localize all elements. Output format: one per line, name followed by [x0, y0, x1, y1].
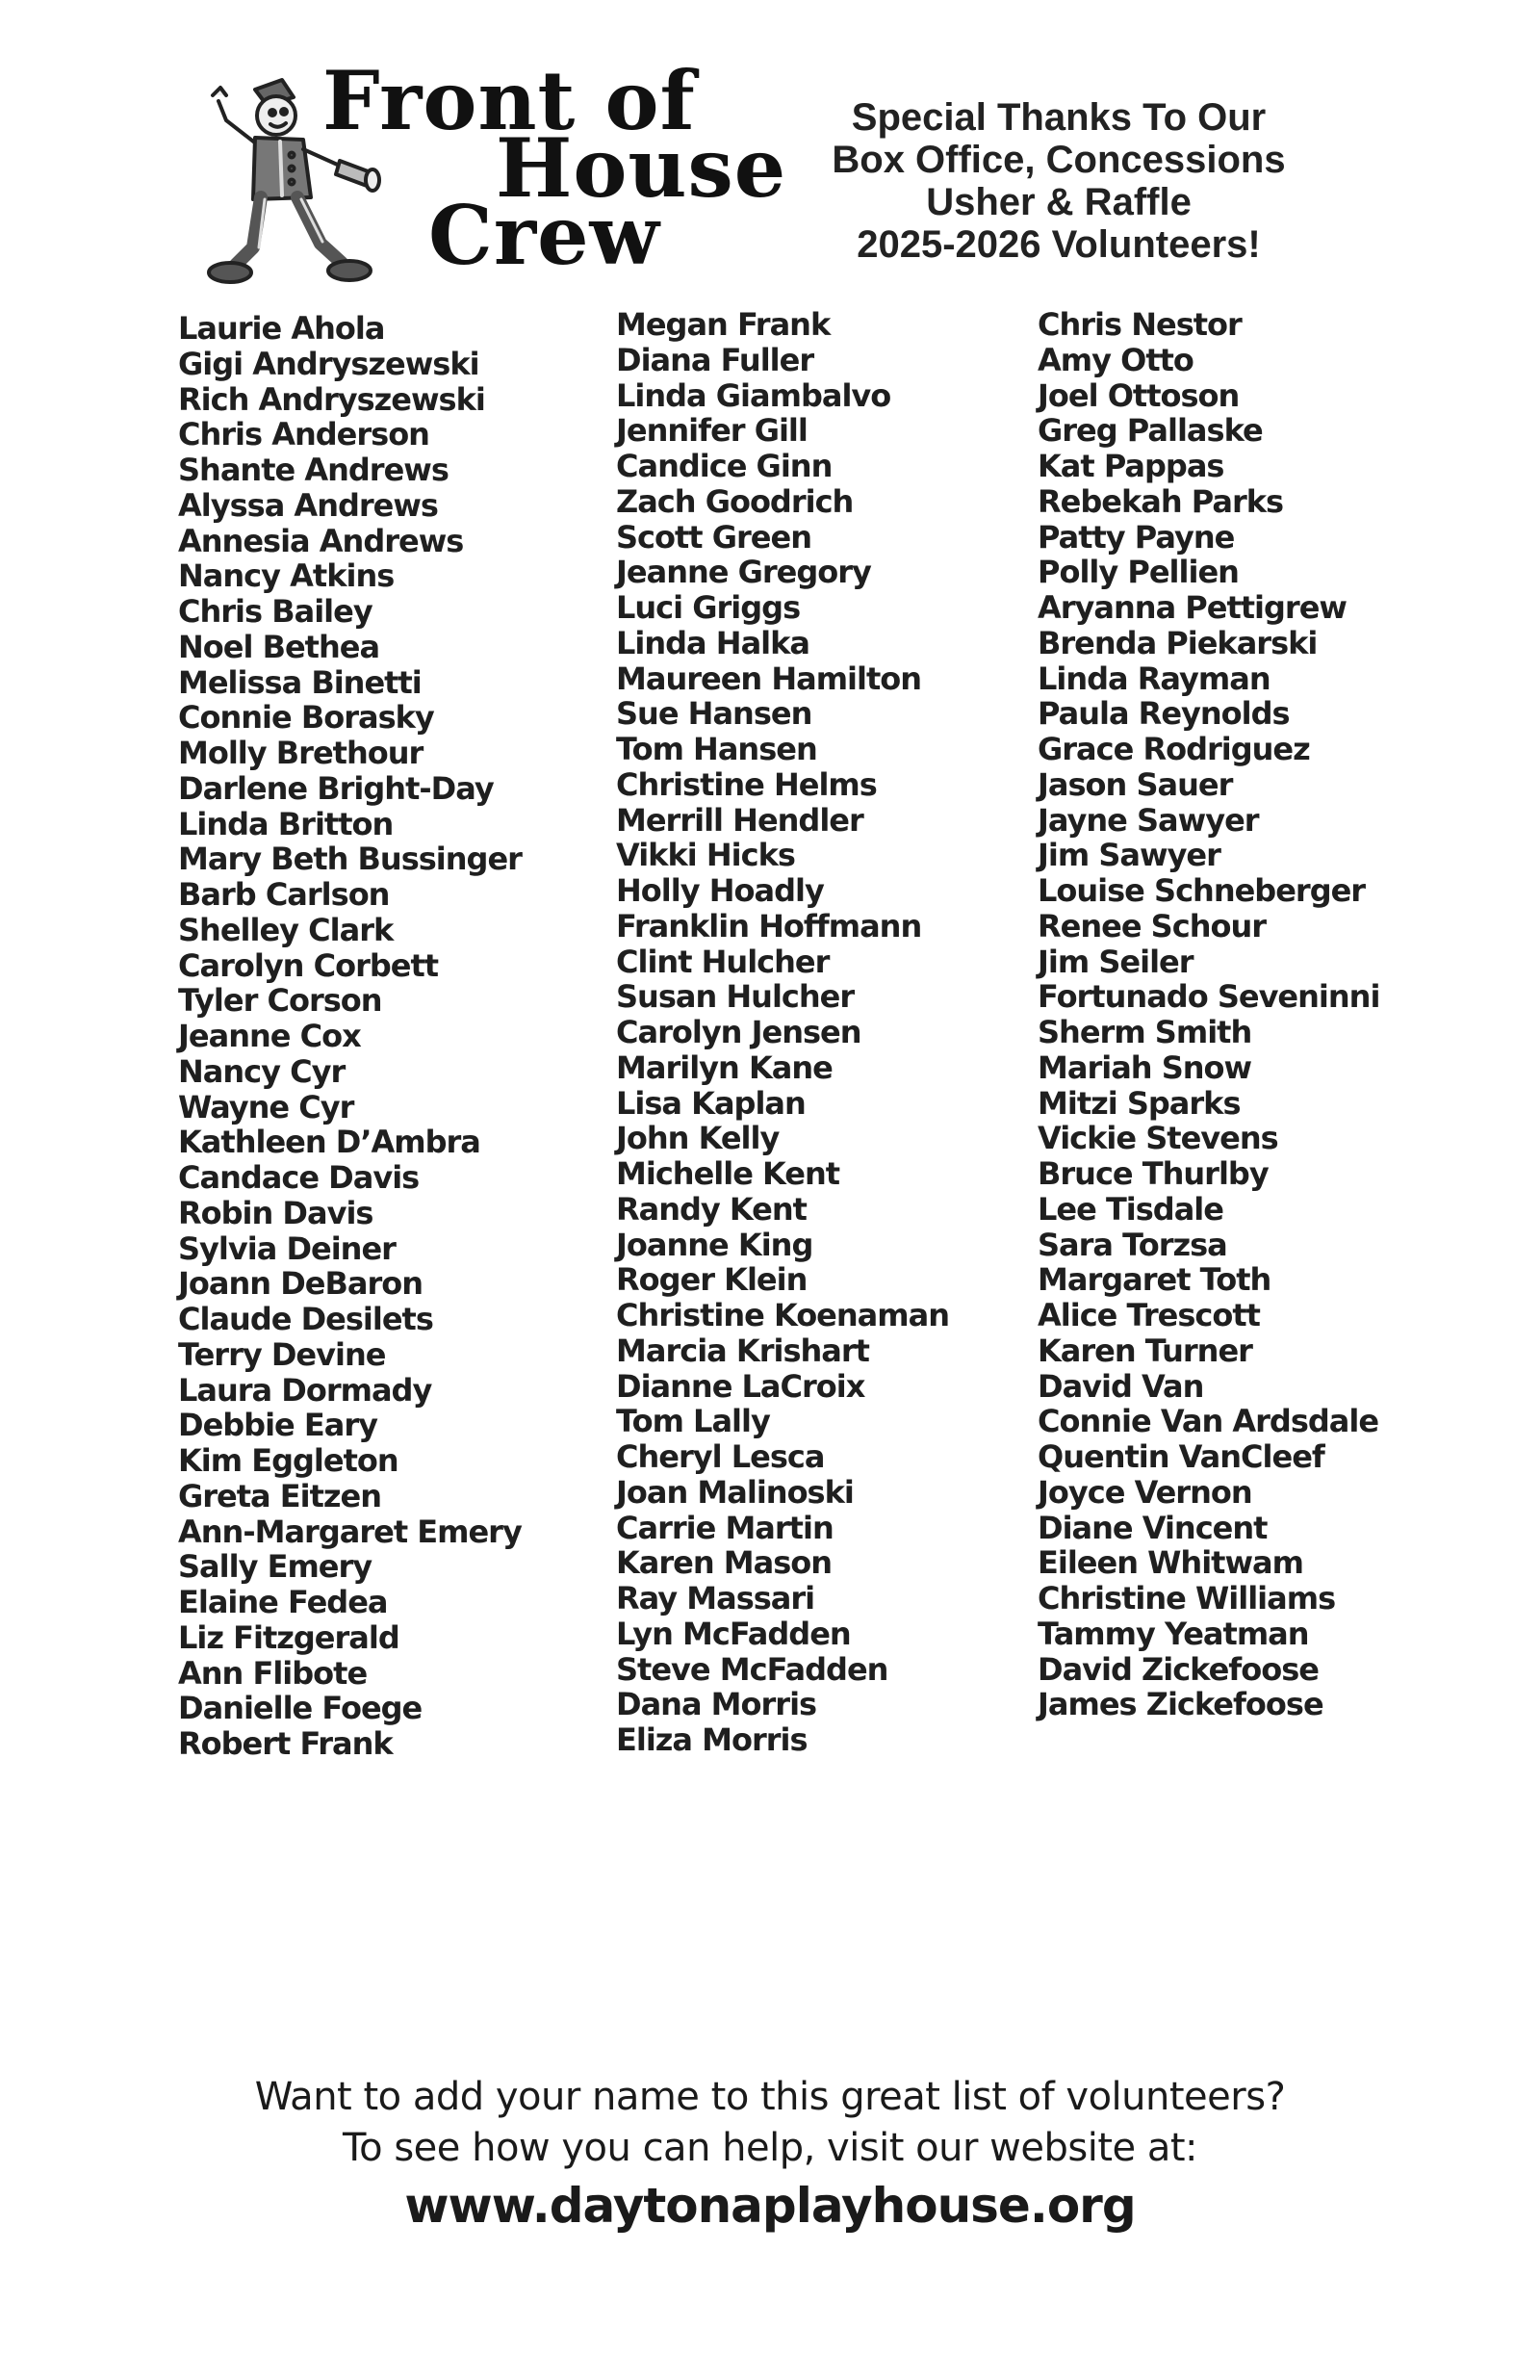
volunteer-name: Rich Andryszewski: [178, 380, 485, 418]
volunteer-name: Holly Hoadly: [616, 872, 824, 909]
volunteer-name: Tammy Yeatman: [1038, 1615, 1309, 1652]
volunteer-name: Dana Morris: [616, 1686, 817, 1723]
volunteer-name: Terry Devine: [178, 1335, 386, 1373]
volunteer-name: Joann DeBaron: [178, 1265, 423, 1303]
volunteer-name: Mitzi Sparks: [1038, 1084, 1241, 1122]
volunteer-name: Annesia Andrews: [178, 522, 464, 559]
volunteer-name: Mariah Snow: [1038, 1048, 1252, 1086]
logo-line-1: Front of: [322, 53, 696, 148]
volunteer-name: Marilyn Kane: [616, 1048, 833, 1086]
volunteer-name: Roger Klein: [616, 1261, 808, 1299]
volunteer-name: Carolyn Corbett: [178, 946, 439, 984]
volunteer-name: James Zickefoose: [1038, 1686, 1323, 1723]
website-link[interactable]: www.daytonaplayhouse.org: [404, 2178, 1136, 2234]
volunteer-name: Polly Pellien: [1038, 554, 1239, 591]
volunteer-name: Christine Koenaman: [616, 1297, 949, 1333]
volunteer-column-2: [616, 307, 949, 1758]
volunteer-name: Elaine Fedea: [178, 1584, 388, 1620]
volunteer-name: Noel Bethea: [178, 628, 380, 665]
volunteer-name: Dianne LaCroix: [616, 1367, 865, 1405]
volunteer-name: Mary Beth Bussinger: [178, 841, 522, 878]
volunteer-name: Susan Hulcher: [616, 978, 855, 1016]
footer-line-1: Want to add your name to this great list of volunteers?: [254, 2075, 1286, 2119]
volunteer-name: Marcia Krishart: [616, 1332, 869, 1369]
volunteer-name: Karen Mason: [616, 1544, 833, 1582]
volunteer-name: Chris Anderson: [178, 416, 429, 453]
volunteer-name: David Van: [1038, 1367, 1204, 1405]
volunteer-name: Candace Davis: [178, 1159, 420, 1196]
thanks-line-3: Usher & Raffle: [926, 181, 1192, 223]
volunteer-name: Fortunado Seveninni: [1038, 978, 1380, 1016]
volunteer-name: Jim Sawyer: [1038, 837, 1220, 874]
volunteer-name: Luci Griggs: [616, 589, 801, 626]
volunteer-name: Tom Hansen: [616, 731, 817, 767]
volunteer-name: Michelle Kent: [616, 1155, 840, 1192]
volunteer-name: Danielle Foege: [178, 1690, 423, 1727]
volunteer-name: Grace Rodriguez: [1038, 731, 1310, 767]
volunteer-name: Carolyn Jensen: [616, 1014, 861, 1050]
volunteer-name: Lyn McFadden: [616, 1615, 851, 1652]
volunteer-name: Vickie Stevens: [1038, 1120, 1278, 1157]
volunteer-name: Tom Lally: [616, 1403, 770, 1440]
logo-line-2: House: [496, 120, 787, 216]
volunteer-name: Jim Seiler: [1038, 943, 1194, 980]
volunteer-name: Alyssa Andrews: [178, 486, 438, 524]
volunteer-name: Carrie Martin: [616, 1509, 834, 1546]
volunteer-name: Laurie Ahola: [178, 310, 385, 347]
volunteer-name: Eliza Morris: [616, 1721, 808, 1758]
volunteer-name: David Zickefoose: [1038, 1650, 1319, 1688]
volunteer-name: Darlene Bright-Day: [178, 769, 494, 807]
volunteer-name: Steve McFadden: [616, 1650, 888, 1688]
volunteer-name: Greta Eitzen: [178, 1477, 382, 1514]
volunteer-name: Jason Sauer: [1038, 765, 1233, 803]
volunteer-name: Barb Carlson: [178, 876, 390, 913]
volunteer-name: Melissa Binetti: [178, 663, 422, 701]
volunteer-name: Ann Flibote: [178, 1654, 368, 1692]
volunteer-name: Linda Rayman: [1038, 660, 1270, 697]
volunteer-name: Scott Green: [616, 518, 811, 556]
volunteer-name: Ann-Margaret Emery: [178, 1513, 522, 1550]
volunteer-name: Eileen Whitwam: [1038, 1544, 1303, 1582]
volunteer-name: Megan Frank: [616, 306, 831, 343]
volunteer-name: Connie Van Ardsdale: [1038, 1403, 1379, 1440]
volunteer-name: Linda Giambalvo: [616, 376, 891, 414]
volunteer-name: Kat Pappas: [1038, 448, 1224, 484]
volunteer-name: Wayne Cyr: [178, 1088, 354, 1125]
logo-line-3: Crew: [428, 188, 660, 283]
volunteer-name: Candice Ginn: [616, 448, 833, 484]
footer-call-to-action: [0, 2072, 1540, 2238]
volunteer-name: Franklin Hoffmann: [616, 907, 922, 944]
special-thanks-heading: [784, 96, 1333, 266]
volunteer-name: Diane Vincent: [1038, 1509, 1268, 1546]
volunteer-name: Maureen Hamilton: [616, 660, 922, 697]
volunteer-name: Shante Andrews: [178, 452, 449, 488]
volunteer-name: Diana Fuller: [616, 341, 814, 378]
volunteer-name: Jennifer Gill: [616, 412, 808, 450]
front-of-house-crew-logo: [322, 53, 787, 283]
volunteer-name: Quentin VanCleef: [1038, 1438, 1324, 1475]
volunteer-name: Christine Williams: [1038, 1580, 1336, 1617]
volunteer-name: Lee Tisdale: [1038, 1190, 1223, 1228]
volunteer-name: Sherm Smith: [1038, 1014, 1252, 1050]
thanks-line-1: Special Thanks To Our: [851, 96, 1267, 139]
volunteer-name: Zach Goodrich: [616, 482, 854, 520]
volunteer-name: Lisa Kaplan: [616, 1084, 806, 1122]
volunteer-name: Molly Brethour: [178, 735, 424, 771]
volunteer-name: Christine Helms: [616, 765, 877, 803]
volunteer-name: Karen Turner: [1038, 1332, 1252, 1369]
volunteer-name: Brenda Piekarski: [1038, 624, 1318, 661]
volunteer-name: Laura Dormady: [178, 1371, 432, 1409]
volunteer-name: Robert Frank: [178, 1725, 393, 1762]
volunteer-name: Cheryl Lesca: [616, 1438, 825, 1475]
volunteer-name: Claude Desilets: [178, 1301, 433, 1337]
volunteer-name: Merrill Hendler: [616, 801, 863, 839]
volunteer-name: Nancy Cyr: [178, 1052, 346, 1090]
volunteer-name: Joyce Vernon: [1038, 1473, 1252, 1511]
volunteer-name: Shelley Clark: [178, 911, 394, 948]
volunteer-name: Joel Ottoson: [1038, 376, 1240, 414]
volunteer-name: Clint Hulcher: [616, 943, 830, 980]
volunteer-name: Jayne Sawyer: [1038, 801, 1259, 839]
volunteer-name: Tyler Corson: [178, 982, 382, 1020]
volunteer-name: Joanne King: [616, 1226, 813, 1263]
volunteer-name: Louise Schneberger: [1038, 872, 1366, 909]
volunteer-name: Linda Britton: [178, 805, 394, 842]
volunteer-name: John Kelly: [616, 1120, 780, 1157]
volunteer-name: Sally Emery: [178, 1548, 372, 1586]
thanks-line-4: 2025-2026 Volunteers!: [857, 223, 1261, 266]
footer-line-2: To see how you can help, visit our website at:: [343, 2126, 1197, 2170]
volunteer-name: Jeanne Cox: [178, 1018, 361, 1054]
volunteer-name: Liz Fitzgerald: [178, 1618, 399, 1656]
volunteer-name: Joan Malinoski: [616, 1473, 854, 1511]
volunteer-name: Debbie Eary: [178, 1407, 377, 1444]
volunteer-name: Sue Hansen: [616, 695, 812, 733]
volunteer-name: Greg Pallaske: [1038, 412, 1263, 450]
volunteer-name: Robin Davis: [178, 1194, 373, 1231]
volunteer-name: Renee Schour: [1038, 907, 1267, 944]
volunteer-name: Linda Halka: [616, 624, 809, 661]
volunteer-name: Paula Reynolds: [1038, 695, 1290, 733]
volunteer-name: Ray Massari: [616, 1580, 815, 1617]
volunteer-name: Nancy Atkins: [178, 557, 395, 595]
volunteer-name: Sara Torzsa: [1038, 1226, 1227, 1263]
volunteer-name: Margaret Toth: [1038, 1261, 1271, 1299]
volunteer-name: Jeanne Gregory: [616, 554, 871, 591]
volunteer-name: Sylvia Deiner: [178, 1229, 396, 1267]
volunteer-name: Chris Nestor: [1038, 306, 1242, 343]
volunteer-name: Randy Kent: [616, 1190, 807, 1228]
volunteer-name: Amy Otto: [1038, 341, 1194, 378]
thanks-line-2: Box Office, Concessions: [832, 139, 1286, 181]
volunteer-name: Bruce Thurlby: [1038, 1155, 1269, 1192]
volunteer-name: Connie Borasky: [178, 699, 434, 737]
volunteer-name: Kathleen D’Ambra: [178, 1124, 480, 1161]
volunteer-name: Gigi Andryszewski: [178, 345, 479, 382]
volunteer-name: Aryanna Pettigrew: [1038, 589, 1347, 626]
volunteer-name: Vikki Hicks: [616, 837, 795, 874]
volunteer-name: Alice Trescott: [1038, 1297, 1260, 1333]
volunteer-column-3: [1038, 307, 1379, 1722]
volunteer-column-1: [178, 311, 522, 1762]
volunteer-name: Rebekah Parks: [1038, 482, 1284, 520]
volunteer-name: Kim Eggleton: [178, 1442, 398, 1479]
volunteer-name: Patty Payne: [1038, 518, 1235, 556]
volunteer-name: Chris Bailey: [178, 593, 372, 630]
